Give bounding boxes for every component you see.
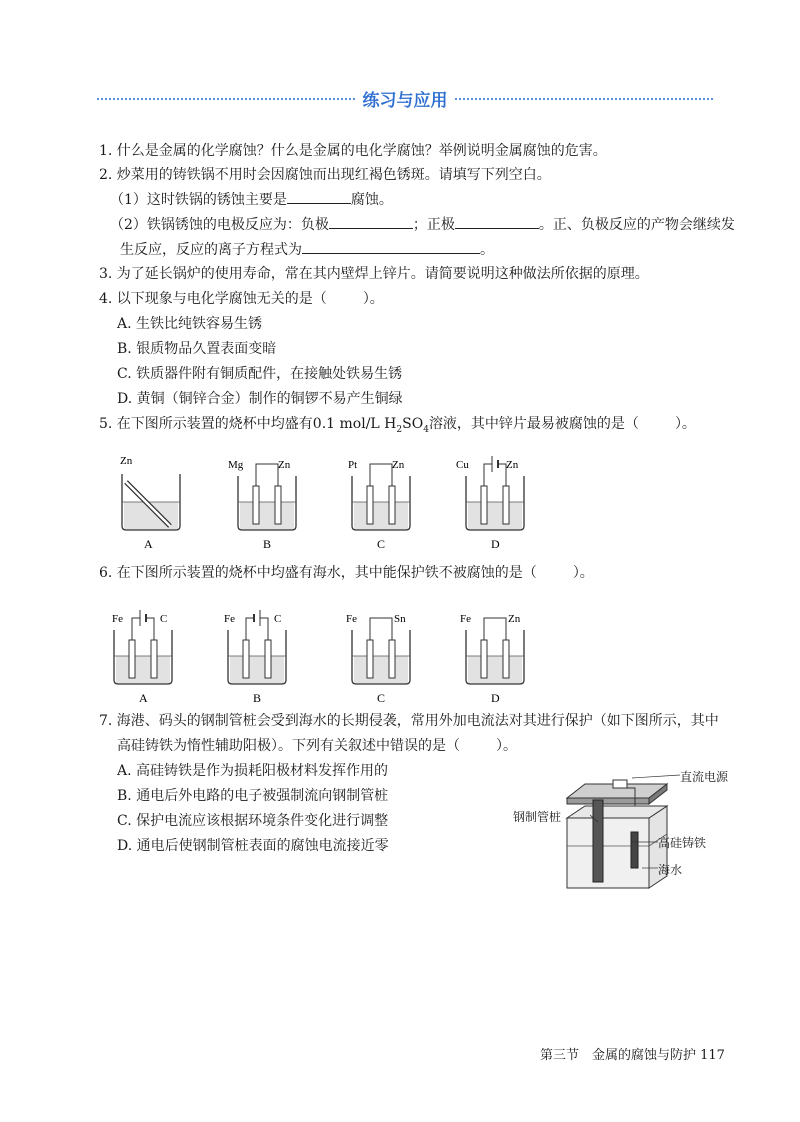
- q4-option-c: C. 铁质器件附有铜质配件，在接触处铁易生锈: [117, 366, 403, 382]
- electrode-label-right: Zn: [392, 459, 405, 471]
- beaker-a: [120, 455, 180, 551]
- q7-option-d: D. 通电后使钢制管桩表面的腐蚀电流接近零: [117, 838, 389, 854]
- q5-stem-b: SO: [402, 416, 424, 432]
- q7-option-c: C. 保护电流应该根据环境条件变化进行调整: [117, 813, 389, 829]
- electrode-label-right: C: [274, 613, 282, 625]
- q5-stem-a: 5. 在下图所示装置的烧杯中均盛有0.1 mol/L H: [99, 416, 397, 432]
- q4-option-b: B. 银质物品久置表面变暗: [117, 341, 277, 357]
- q7-option-b: B. 通电后外电路的电子被强制流向钢制管桩: [117, 788, 389, 804]
- electrode-label-left: Mg: [228, 459, 244, 471]
- question-2-part-3: [120, 238, 494, 261]
- q2-p2-text-b: ；正极: [412, 217, 455, 233]
- answer-blank[interactable]: [287, 188, 351, 204]
- electrode-label-left: Fe: [112, 613, 123, 625]
- dotted-rule-right: [455, 98, 713, 100]
- q7-line2-b: ）。: [496, 738, 517, 754]
- leader-lines: [590, 770, 685, 870]
- q7-option-a: A. 高硅铸铁是作为损耗阳极材料发挥作用的: [117, 763, 389, 779]
- question-6-stem: [99, 562, 594, 584]
- label-steel-pile: 钢制管桩: [513, 810, 562, 824]
- question-7-line-1: 7. 海港、码头的钢制管桩会受到海水的长期侵袭，常用外加电流法对其进行保护（如下图所示，其中: [99, 713, 719, 729]
- q6-stem-a: 6. 在下图所示装置的烧杯中均盛有海水，其中能保护铁不被腐蚀的是（: [99, 565, 537, 581]
- q2-p1-text-a: （1）这时铁锅的锈蚀主要是: [110, 192, 287, 208]
- question-2-stem: 2. 炒菜用的铸铁锅不用时会因腐蚀而出现红褐色锈斑。请填写下列空白。: [99, 167, 551, 183]
- section-title: 练习与应用: [362, 91, 448, 111]
- q2-p2-text-c: 。正、负极反应的产物会继续发: [538, 217, 735, 233]
- electrode-label-left: Zn: [120, 455, 133, 467]
- question-1: 1. 什么是金属的化学腐蚀？什么是金属的电化学腐蚀？举例说明金属腐蚀的危害。: [99, 143, 607, 159]
- q2-p1-text-b: 腐蚀。: [350, 192, 393, 208]
- q4-option-d: D. 黄铜（铜锌合金）制作的铜锣不易产生铜绿: [117, 391, 403, 407]
- question-7-line-2: [117, 735, 517, 757]
- answer-blank[interactable]: [455, 213, 539, 229]
- electrode-label-right: C: [160, 613, 168, 625]
- beaker-c: [348, 459, 410, 551]
- electrode-label-right: Sn: [394, 613, 406, 625]
- beaker-c: [346, 613, 410, 705]
- q4-stem-a: 4. 以下现象与电化学腐蚀无关的是（: [99, 291, 327, 307]
- answer-blank[interactable]: [329, 213, 413, 229]
- q2-p2-text-a: （2）铁锅锈蚀的电极反应为：负极: [110, 217, 329, 233]
- beaker-d: [456, 456, 524, 551]
- dotted-rule-left: [97, 98, 355, 100]
- q2-p3-text-a: 生反应，反应的离子方程式为: [120, 242, 302, 258]
- caption-d: D: [491, 537, 500, 551]
- caption-c: C: [377, 691, 386, 705]
- q6-beaker-diagrams: [100, 590, 540, 706]
- electrode-label-right: Zn: [508, 613, 521, 625]
- q5-beaker-diagrams: [100, 436, 540, 552]
- q5-subscript: 2: [396, 424, 403, 435]
- electrode-label-left: Fe: [346, 613, 357, 625]
- label-seawater: 海水: [658, 863, 683, 877]
- question-4-stem: [99, 288, 384, 310]
- question-3: 3. 为了延长锅炉的使用寿命，常在其内壁焊上锌片。请简要说明这种做法所依据的原理。: [99, 266, 649, 282]
- label-anode: 高硅铸铁: [658, 836, 707, 850]
- beaker-b: [224, 610, 286, 705]
- electrode-label-right: Zn: [506, 459, 519, 471]
- electrode-label-left: Fe: [224, 613, 235, 625]
- q5-stem-c: 溶液，其中锌片最易被腐蚀的是（: [428, 416, 639, 432]
- q4-option-a: A. 生铁比纯铁容易生锈: [117, 316, 263, 332]
- q4-stem-b: ）。: [362, 291, 384, 307]
- q7-line2-a: 高硅铸铁为惰性辅助阳极）。下列有关叙述中错误的是（: [117, 738, 460, 754]
- caption-a: A: [139, 691, 148, 705]
- section-header: [97, 84, 713, 114]
- beaker-b: [228, 459, 296, 551]
- question-2-part-1: [110, 188, 393, 211]
- label-dc-power: 直流电源: [680, 770, 729, 784]
- electrode-label-left: Fe: [460, 613, 471, 625]
- caption-a: A: [144, 537, 153, 551]
- beaker-a: [112, 610, 172, 705]
- q5-subscript: 4: [423, 424, 429, 435]
- q6-stem-b: ）。: [572, 565, 594, 581]
- wire: [256, 464, 278, 486]
- caption-c: C: [377, 537, 386, 551]
- caption-d: D: [491, 691, 500, 705]
- caption-b: B: [253, 691, 262, 705]
- answer-blank[interactable]: [302, 238, 480, 254]
- electrode-label-left: Cu: [456, 459, 469, 471]
- question-2-part-2: [110, 213, 735, 236]
- caption-b: B: [263, 537, 272, 551]
- electrode: [275, 486, 281, 524]
- beaker-d: [460, 613, 524, 705]
- q2-p3-text-b: 。: [480, 242, 494, 258]
- electrode-label-left: Pt: [348, 459, 358, 471]
- page-footer: 第三节 金属的腐蚀与防护 117: [540, 1048, 725, 1063]
- electrode: [253, 486, 259, 524]
- electrode-label-right: Zn: [278, 459, 291, 471]
- q5-stem-d: ）。: [674, 416, 696, 432]
